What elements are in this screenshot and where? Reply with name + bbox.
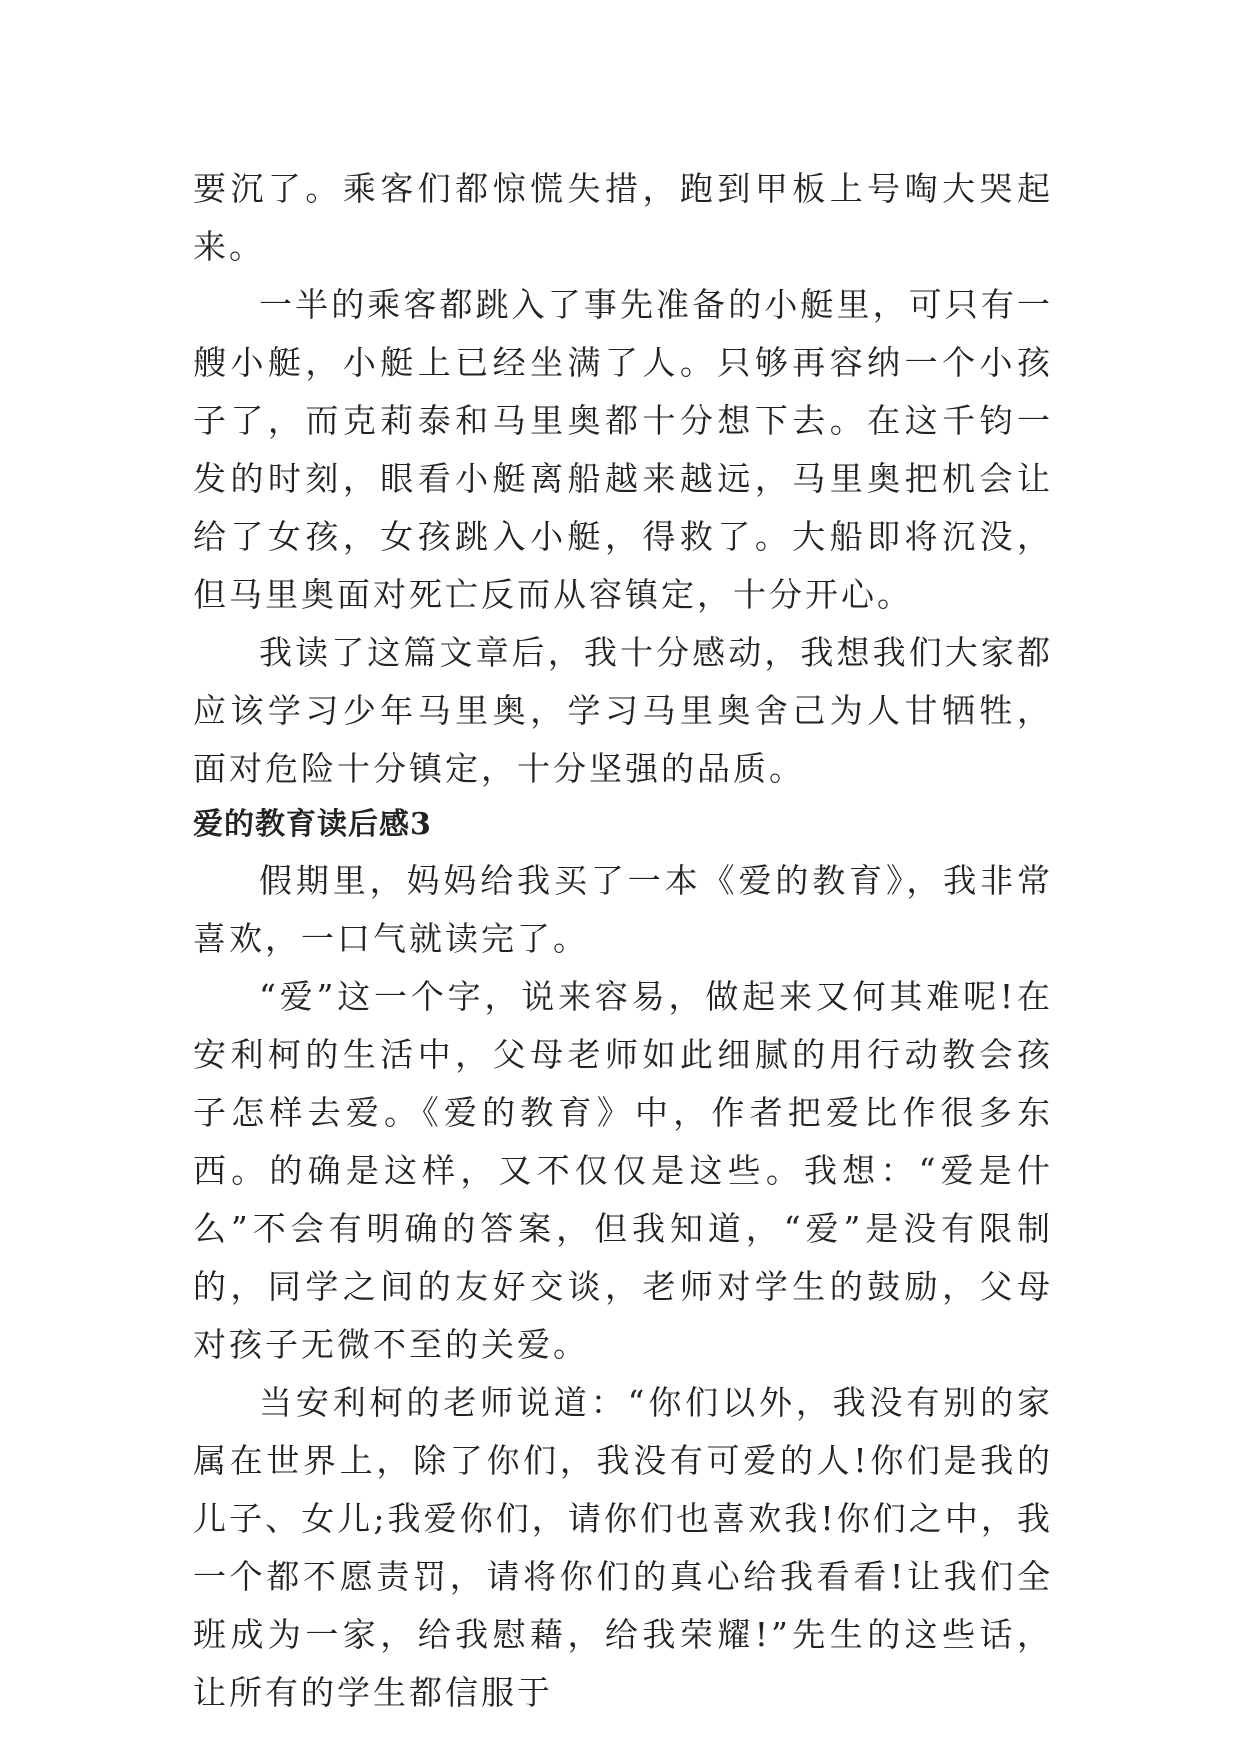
paragraph-teacher-quote: 当安利柯的老师说道：“你们以外，我没有别的家属在世界上，除了你们，我没有可爱的人!你们是我的儿子、女儿;我爱你们，请你们也喜欢我!你们之中，我一个都不愿责罚，请将你们的真心给我看看!让我们全班成为一家，给我慰藉，给我荣耀!”先生的这些话，让所有的学生都信服于	[193, 1383, 1053, 1712]
paragraph-continuation: 要沉了。乘客们都惊慌失措，跑到甲板上号啕大哭起来。	[193, 169, 1053, 266]
section-title: 爱的教育读后感3	[193, 807, 432, 842]
paragraph-reflection: 我读了这篇文章后，我十分感动，我想我们大家都应该学习少年马里奥，学习马里奥舍己为人甘牺牲，面对危险十分镇定，十分坚强的品质。	[193, 633, 1053, 788]
paragraph-lifeboat: 一半的乘客都跳入了事先准备的小艇里，可只有一艘小艇，小艇上已经坐满了人。只够再容纳一个小孩子了，而克莉泰和马里奥都十分想下去。在这千钧一发的时刻，眼看小艇离船越来越远，马里奥把机会让给了女孩，女孩跳入小艇，得救了。大船即将沉没，但马里奥面对死亡反而从容镇定，十分开心。	[193, 285, 1053, 614]
document-body	[193, 160, 1053, 1722]
paragraph-love: “爱”这一个字，说来容易，做起来又何其难呢!在安利柯的生活中，父母老师如此细腻的用行动教会孩子怎样去爱。《爱的教育》中，作者把爱比作很多东西。的确是这样，又不仅仅是这些。我想：“爱是什么”不会有明确的答案，但我知道，“爱”是没有限制的，同学之间的友好交谈，老师对学生的鼓励，父母对孩子无微不至的关爱。	[193, 977, 1053, 1364]
paragraph-holiday: 假期里，妈妈给我买了一本《爱的教育》，我非常喜欢，一口气就读完了。	[193, 861, 1053, 958]
